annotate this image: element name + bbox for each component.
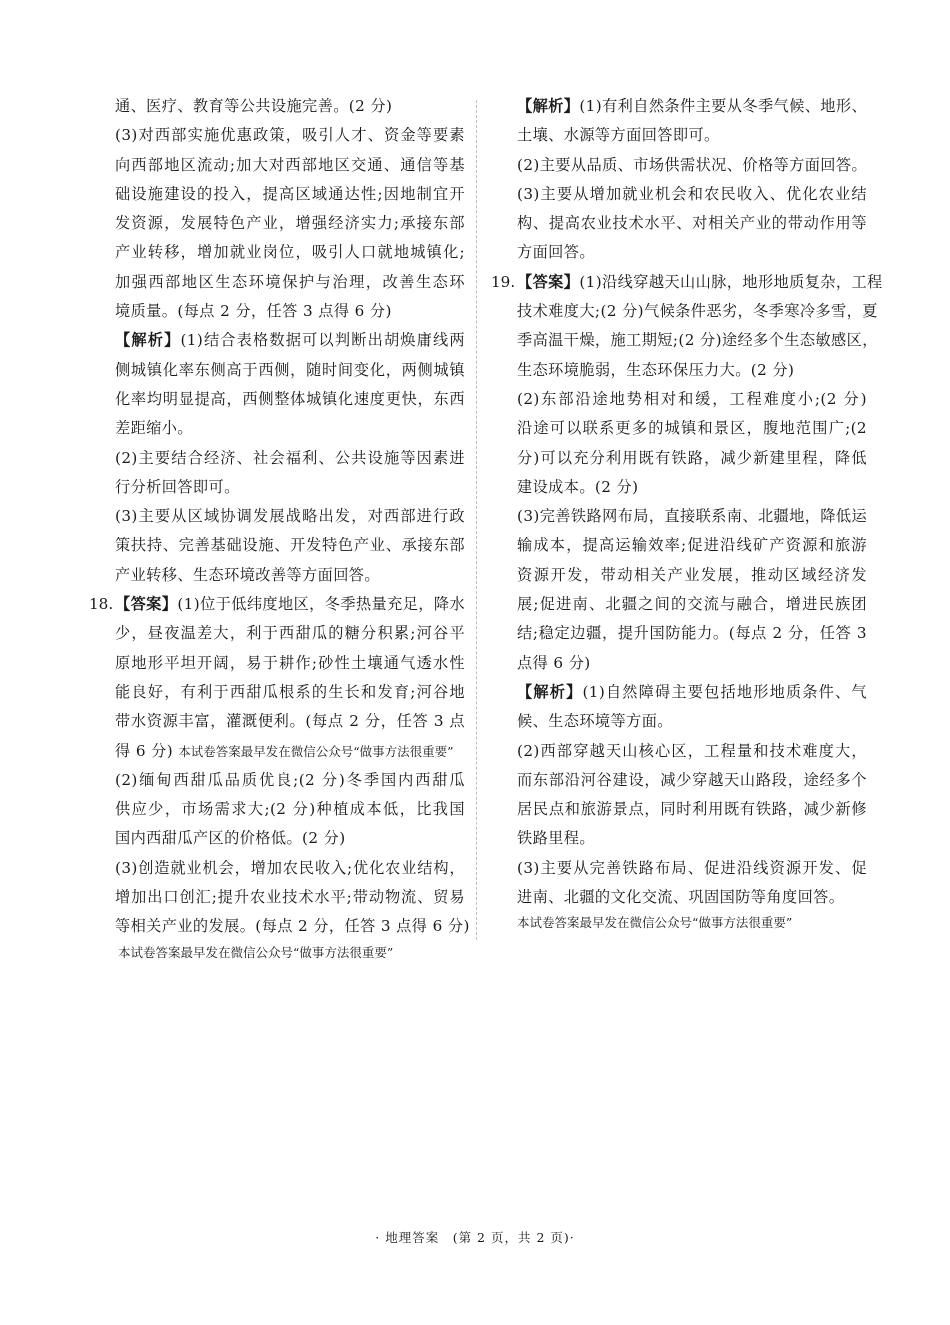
watermark-note-right: 本试卷答案最早发在微信公众号“做事方法很重要” — [517, 915, 793, 931]
analysis-tag: 【解析】 — [517, 682, 583, 701]
q19-analysis-3: (3)主要从完善铁路布局、促进沿线资源开发、促 进南、北疆的文化交流、巩固国防等角度回答。 — [517, 858, 867, 907]
q17-3-answer: (3)对西部实施优惠政策，吸引人才、资金等要素 向西部地区流动;加大对西部地区交通、通信等基 础设施建设的投入，提高区域通达性;因地制宜开 发资源，发展特色产业，增强经济实力;承接东部 产业转移，增加就业岗位，吸引人口就地城镇化; 加强西部地区生态环境保护与治理，改善生态环 境质量。(每点 2 分，任答 3 点得 6 分) — [115, 126, 465, 321]
question-number-18: 18. — [89, 595, 114, 614]
answer-tag: 【答案】 — [115, 595, 178, 614]
q18-analysis-2: (2)主要从品质、市场供需状况、价格等方面回答。 — [517, 155, 868, 174]
column-divider — [476, 100, 477, 940]
q19-analysis-2: (2)西部穿越天山核心区，工程量和技术难度大， 而东部沿河谷建设，减少穿越天山路段，途经多个 居民点和旅游景点，同时利用既有铁路，减少新修 铁路里程。 — [517, 741, 867, 848]
left-column — [89, 92, 470, 964]
question-number-19: 19. — [491, 272, 516, 291]
q18-answer-3: (3)创造就业机会，增加农民收入;优化农业结构， 增加出口创汇;提升农业技术水平;带动物流、贸易 等相关产业的发展。(每点 2 分，任答 3 点得 6 分) — [115, 858, 470, 936]
analysis-tag: 【解析】 — [517, 97, 580, 115]
q17-analysis-1: 【解析】(1)结合表格数据可以判断出胡焕庸线两 侧城镇化率东侧高于西侧，随时间变化，两侧城镇 化率均明显提高，西侧整体城镇化速度更快，东西 差距缩小。 — [115, 331, 465, 438]
q17-2-tail: 通、医疗、教育等公共设施完善。(2 分) — [115, 97, 393, 115]
q18-analysis-1: 【解析】(1)有利自然条件主要从冬季气候、地形、 土壤、水源等方面回答即可。 — [517, 97, 868, 145]
q18-answer-1: 18. 【答案】(1)位于低纬度地区，冬季热量充足，降水 少，昼夜温差大，利于西甜瓜的糖分积累;河谷平 原地形平坦开阔，易于耕作;砂性土壤通气透水性 能良好，有利于西甜瓜根系的生长和发育;河谷地 带水资源丰富，灌溉便利。(每点 2 分，任答 3 点 得 6 分) 本试卷答案最早发在微信公众号“做事方法很重要” — [115, 590, 465, 766]
answer-tag: 【答案】 — [517, 272, 580, 291]
q18-answer-2: (2)缅甸西甜瓜品质优良;(2 分)冬季国内西甜瓜 供应少，市场需求大;(2 分)种植成本低，比我国 国内西甜瓜产区的价格低。(2 分) — [115, 770, 465, 848]
q19-answer-1: 19. 【答案】(1)沿线穿越天山山脉，地形地质复杂，工程 技术难度大;(2 分)气候条件恶劣，冬季寒冷多雪，夏 季高温干燥，施工期短;(2 分)途经多个生态敏感区， 生态环境脆弱，生态环保压力大。(2 分) — [517, 268, 867, 385]
right-column — [491, 92, 883, 934]
analysis-tag: 【解析】 — [115, 331, 181, 350]
watermark-note-bottom: 本试卷答案最早发在微信公众号“做事方法很重要” — [118, 944, 394, 960]
q19-answer-2: (2)东部沿途地势相对和缓，工程难度小;(2 分) 沿途可以联系更多的城镇和景区，腹地范围广;(2 分)可以充分利用既有铁路，减少新建里程，降低 建设成本。(2 分) — [517, 389, 867, 496]
q18-analysis-3: (3)主要从增加就业机会和农民收入、优化农业结 构、提高农业技术水平、对相关产业的带动作用等 方面回答。 — [517, 184, 867, 262]
q19-analysis-1: 【解析】(1)自然障碍主要包括地形地质条件、气 候、生态环境等方面。 — [517, 682, 867, 731]
q19-answer-3: (3)完善铁路网布局，直接联系南、北疆地，降低运 输成本，提高运输效率;促进沿线矿产资源和旅游 资源开发，带动相关产业发展，推动区域经济发 展;促进南、北疆之间的交流与融合，增进民族团 结;稳定边疆，提升国防能力。(每点 2 分，任答 3 点得 6 分) — [517, 507, 868, 672]
q17-analysis-2: (2)主要结合经济、社会福利、公共设施等因素进 行分析回答即可。 — [115, 448, 465, 496]
watermark-note: 本试卷答案最早发在微信公众号“做事方法很重要” — [178, 743, 454, 759]
q17-analysis-3: (3)主要从区域协调发展战略出发，对西部进行政 策扶持、完善基础设施、开发特色产业、承接东部 产业转移、生态环境改善等方面回答。 — [115, 507, 465, 584]
page-footer: · 地理答案 (第 2 页，共 2 页)· — [375, 1230, 575, 1245]
